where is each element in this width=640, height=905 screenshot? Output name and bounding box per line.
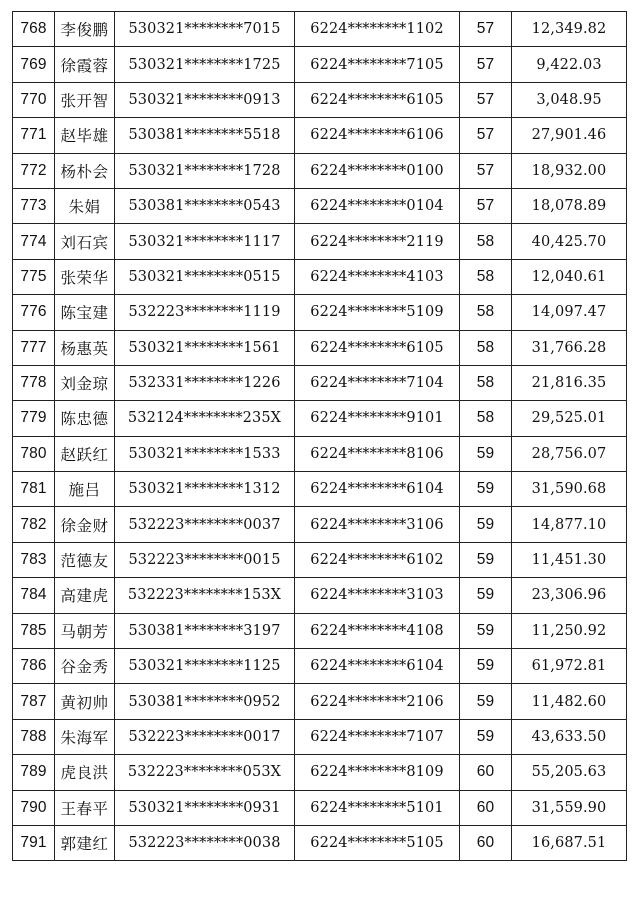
- card-number-cell: 6224********3106: [295, 507, 460, 542]
- name-cell: 杨惠英: [55, 330, 115, 365]
- row-number-cell: 772: [13, 153, 55, 188]
- id-number-cell: 530321********1561: [115, 330, 295, 365]
- table-row: [13, 542, 627, 577]
- row-number-cell: 782: [13, 507, 55, 542]
- table-body: [13, 12, 627, 861]
- amount-cell: 12,040.61: [512, 259, 627, 294]
- table-row: [13, 684, 627, 719]
- table-row: [13, 436, 627, 471]
- id-number-cell: 532223********0038: [115, 825, 295, 860]
- name-cell: 高建虎: [55, 578, 115, 613]
- name-cell: 李俊鹏: [55, 12, 115, 47]
- age-cell: 60: [460, 825, 512, 860]
- name-cell: 谷金秀: [55, 649, 115, 684]
- name-cell: 张荣华: [55, 259, 115, 294]
- table-row: [13, 649, 627, 684]
- age-cell: 58: [460, 259, 512, 294]
- row-number-cell: 771: [13, 118, 55, 153]
- row-number-cell: 787: [13, 684, 55, 719]
- amount-cell: 61,972.81: [512, 649, 627, 684]
- card-number-cell: 6224********7107: [295, 719, 460, 754]
- card-number-cell: 6224********2119: [295, 224, 460, 259]
- row-number-cell: 786: [13, 649, 55, 684]
- id-number-cell: 530381********0952: [115, 684, 295, 719]
- row-number-cell: 780: [13, 436, 55, 471]
- table-row: [13, 755, 627, 790]
- card-number-cell: 6224********0104: [295, 188, 460, 223]
- card-number-cell: 6224********5101: [295, 790, 460, 825]
- age-cell: 59: [460, 436, 512, 471]
- table-row: [13, 82, 627, 117]
- amount-cell: 31,766.28: [512, 330, 627, 365]
- card-number-cell: 6224********6104: [295, 649, 460, 684]
- row-number-cell: 769: [13, 47, 55, 82]
- id-number-cell: 532223********0015: [115, 542, 295, 577]
- id-number-cell: 532223********053X: [115, 755, 295, 790]
- name-cell: 杨朴会: [55, 153, 115, 188]
- age-cell: 60: [460, 790, 512, 825]
- row-number-cell: 768: [13, 12, 55, 47]
- age-cell: 57: [460, 188, 512, 223]
- amount-cell: 31,559.90: [512, 790, 627, 825]
- card-number-cell: 6224********6105: [295, 330, 460, 365]
- table-row: [13, 47, 627, 82]
- id-number-cell: 530321********1725: [115, 47, 295, 82]
- name-cell: 陈宝建: [55, 295, 115, 330]
- amount-cell: 16,687.51: [512, 825, 627, 860]
- id-number-cell: 530321********7015: [115, 12, 295, 47]
- amount-cell: 9,422.03: [512, 47, 627, 82]
- table-row: [13, 259, 627, 294]
- age-cell: 59: [460, 613, 512, 648]
- card-number-cell: 6224********6106: [295, 118, 460, 153]
- table-row: [13, 719, 627, 754]
- age-cell: 60: [460, 755, 512, 790]
- card-number-cell: 6224********6105: [295, 82, 460, 117]
- beneficiary-table: [12, 11, 627, 861]
- age-cell: 57: [460, 118, 512, 153]
- name-cell: 赵毕雄: [55, 118, 115, 153]
- row-number-cell: 773: [13, 188, 55, 223]
- name-cell: 施吕: [55, 472, 115, 507]
- table-row: [13, 365, 627, 400]
- id-number-cell: 530321********1312: [115, 472, 295, 507]
- name-cell: 张开智: [55, 82, 115, 117]
- id-number-cell: 532223********0037: [115, 507, 295, 542]
- card-number-cell: 6224********5109: [295, 295, 460, 330]
- table-row: [13, 578, 627, 613]
- id-number-cell: 530321********0515: [115, 259, 295, 294]
- card-number-cell: 6224********9101: [295, 401, 460, 436]
- age-cell: 57: [460, 82, 512, 117]
- amount-cell: 3,048.95: [512, 82, 627, 117]
- amount-cell: 11,451.30: [512, 542, 627, 577]
- row-number-cell: 770: [13, 82, 55, 117]
- table-row: [13, 330, 627, 365]
- row-number-cell: 790: [13, 790, 55, 825]
- id-number-cell: 530321********0913: [115, 82, 295, 117]
- row-number-cell: 791: [13, 825, 55, 860]
- name-cell: 陈忠德: [55, 401, 115, 436]
- card-number-cell: 6224********5105: [295, 825, 460, 860]
- amount-cell: 21,816.35: [512, 365, 627, 400]
- table-row: [13, 613, 627, 648]
- name-cell: 朱娟: [55, 188, 115, 223]
- card-number-cell: 6224********6104: [295, 472, 460, 507]
- id-number-cell: 530381********5518: [115, 118, 295, 153]
- name-cell: 黄初帅: [55, 684, 115, 719]
- age-cell: 57: [460, 47, 512, 82]
- id-number-cell: 532223********153X: [115, 578, 295, 613]
- amount-cell: 29,525.01: [512, 401, 627, 436]
- amount-cell: 11,482.60: [512, 684, 627, 719]
- id-number-cell: 530321********0931: [115, 790, 295, 825]
- row-number-cell: 779: [13, 401, 55, 436]
- amount-cell: 28,756.07: [512, 436, 627, 471]
- row-number-cell: 789: [13, 755, 55, 790]
- id-number-cell: 532223********0017: [115, 719, 295, 754]
- card-number-cell: 6224********4103: [295, 259, 460, 294]
- age-cell: 59: [460, 542, 512, 577]
- age-cell: 58: [460, 365, 512, 400]
- amount-cell: 55,205.63: [512, 755, 627, 790]
- age-cell: 58: [460, 330, 512, 365]
- row-number-cell: 781: [13, 472, 55, 507]
- table-row: [13, 188, 627, 223]
- age-cell: 57: [460, 153, 512, 188]
- amount-cell: 11,250.92: [512, 613, 627, 648]
- table-row: [13, 507, 627, 542]
- card-number-cell: 6224********7105: [295, 47, 460, 82]
- name-cell: 赵跃红: [55, 436, 115, 471]
- row-number-cell: 778: [13, 365, 55, 400]
- id-number-cell: 530321********1125: [115, 649, 295, 684]
- name-cell: 王春平: [55, 790, 115, 825]
- name-cell: 虎良洪: [55, 755, 115, 790]
- amount-cell: 23,306.96: [512, 578, 627, 613]
- id-number-cell: 530321********1533: [115, 436, 295, 471]
- age-cell: 58: [460, 295, 512, 330]
- id-number-cell: 532331********1226: [115, 365, 295, 400]
- table-row: [13, 224, 627, 259]
- age-cell: 59: [460, 578, 512, 613]
- name-cell: 朱海军: [55, 719, 115, 754]
- card-number-cell: 6224********3103: [295, 578, 460, 613]
- id-number-cell: 530321********1728: [115, 153, 295, 188]
- table-row: [13, 12, 627, 47]
- table-row: [13, 825, 627, 860]
- age-cell: 57: [460, 12, 512, 47]
- table-row: [13, 401, 627, 436]
- amount-cell: 18,932.00: [512, 153, 627, 188]
- row-number-cell: 788: [13, 719, 55, 754]
- amount-cell: 14,877.10: [512, 507, 627, 542]
- name-cell: 范德友: [55, 542, 115, 577]
- id-number-cell: 532124********235X: [115, 401, 295, 436]
- name-cell: 刘金琼: [55, 365, 115, 400]
- amount-cell: 31,590.68: [512, 472, 627, 507]
- card-number-cell: 6224********6102: [295, 542, 460, 577]
- amount-cell: 18,078.89: [512, 188, 627, 223]
- table-row: [13, 790, 627, 825]
- id-number-cell: 532223********1119: [115, 295, 295, 330]
- card-number-cell: 6224********8106: [295, 436, 460, 471]
- card-number-cell: 6224********1102: [295, 12, 460, 47]
- row-number-cell: 785: [13, 613, 55, 648]
- age-cell: 59: [460, 719, 512, 754]
- id-number-cell: 530321********1117: [115, 224, 295, 259]
- card-number-cell: 6224********7104: [295, 365, 460, 400]
- row-number-cell: 774: [13, 224, 55, 259]
- card-number-cell: 6224********0100: [295, 153, 460, 188]
- name-cell: 徐霞蓉: [55, 47, 115, 82]
- card-number-cell: 6224********8109: [295, 755, 460, 790]
- age-cell: 59: [460, 649, 512, 684]
- amount-cell: 14,097.47: [512, 295, 627, 330]
- age-cell: 58: [460, 224, 512, 259]
- row-number-cell: 784: [13, 578, 55, 613]
- table-row: [13, 295, 627, 330]
- id-number-cell: 530381********3197: [115, 613, 295, 648]
- age-cell: 59: [460, 507, 512, 542]
- table-row: [13, 472, 627, 507]
- row-number-cell: 775: [13, 259, 55, 294]
- name-cell: 刘石宾: [55, 224, 115, 259]
- name-cell: 徐金财: [55, 507, 115, 542]
- age-cell: 59: [460, 472, 512, 507]
- card-number-cell: 6224********2106: [295, 684, 460, 719]
- row-number-cell: 776: [13, 295, 55, 330]
- amount-cell: 12,349.82: [512, 12, 627, 47]
- name-cell: 马朝芳: [55, 613, 115, 648]
- row-number-cell: 777: [13, 330, 55, 365]
- amount-cell: 43,633.50: [512, 719, 627, 754]
- id-number-cell: 530381********0543: [115, 188, 295, 223]
- table-row: [13, 153, 627, 188]
- amount-cell: 40,425.70: [512, 224, 627, 259]
- row-number-cell: 783: [13, 542, 55, 577]
- name-cell: 郭建红: [55, 825, 115, 860]
- age-cell: 59: [460, 684, 512, 719]
- age-cell: 58: [460, 401, 512, 436]
- amount-cell: 27,901.46: [512, 118, 627, 153]
- card-number-cell: 6224********4108: [295, 613, 460, 648]
- table-row: [13, 118, 627, 153]
